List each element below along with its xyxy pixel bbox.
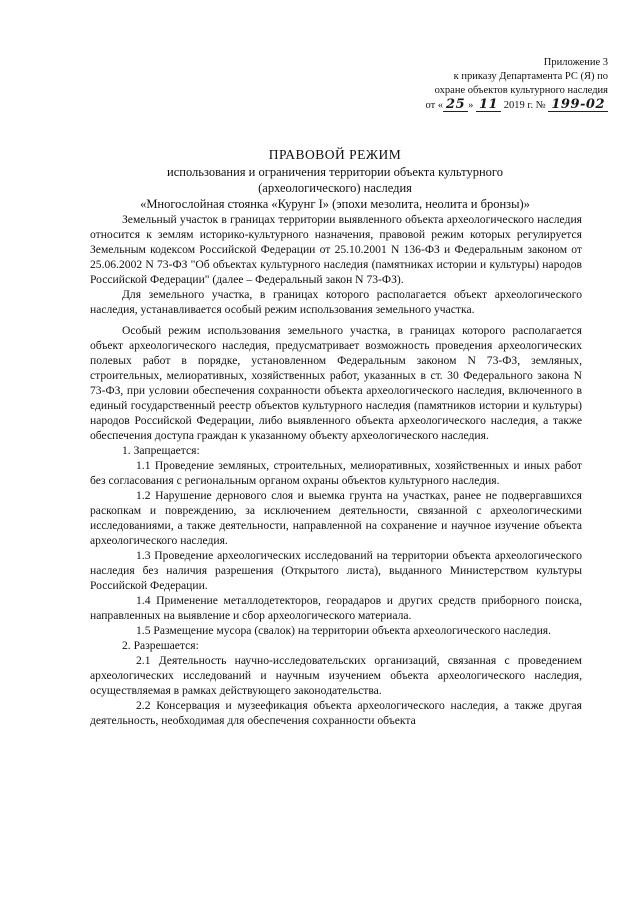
appendix-date-line <box>400 98 608 113</box>
date-month: 11 <box>476 100 501 112</box>
document-subtitle-3: «Многослойная стоянка «Курунг I» (эпохи мезолита, неолита и бронзы)» <box>140 197 530 211</box>
paragraph-special-regime: Для земельного участка, в границах которого располагается объект археологического наследия, устанавливается особый режим использования земельного участка. <box>90 288 582 316</box>
document-body <box>90 212 582 728</box>
appendix-order-line: к приказу Департамента РС (Я) по <box>453 71 608 82</box>
paragraph-land-status: Земельный участок в границах территории выявленного объекта археологического наследия относится к землям историко-культурного назначения, правовой режим которых регулируется Земельным кодексом Российской Федерации от 25.10.2001 N 136-ФЗ и Федеральным законом от 25.06.2002 N 73-ФЗ "Об объектах культурного наследия (памятниках истории и культуры) народов Российской Федерации" (далее – Федеральный закон N 73-ФЗ). <box>90 213 582 286</box>
section-allowed-heading: 2. Разрешается: <box>122 639 199 652</box>
order-number: 199-02 <box>548 100 608 112</box>
appendix-title: Приложение 3 <box>543 57 608 68</box>
document-subtitle-2: (археологического) наследия <box>258 181 412 195</box>
item-1-1: 1.1 Проведение земляных, строительных, мелиоративных, хозяйственных и иных работ без согласования с региональным органом охраны объектов культурного наследия. <box>90 459 582 487</box>
item-1-4: 1.4 Применение металлодетекторов, георадаров и других средств приборного поиска, направленных на выявление и сбор археологического материала. <box>90 594 582 622</box>
item-2-1: 2.1 Деятельность научно-исследовательских организаций, связанная с проведением археологических исследований и научным изучением объекта археологического наследия, осуществляемая в рамках действующего законодательства. <box>90 654 582 697</box>
paragraph-regime-details: Особый режим использования земельного участка, в границах которого располагается объект археологического наследия, предусматривает возможность проведения археологических полевых работ в порядке, установленном Федеральным законом N 73-ФЗ, земляных, строительных, мелиоративных, хозяйственных работ, указанных в ст. 30 Федерального закона N 73-ФЗ, при условии обеспечения сохранности объекта археологического наследия, включенного в единый государственный реестр объектов культурного наследия (памятников истории и культуры) народов Российской Федерации, либо выявленного объекта археологического наследия, а также обеспечения доступа граждан к указанному объекту археологического наследия. <box>90 324 582 442</box>
appendix-department-line: охране объектов культурного наследия <box>434 85 608 96</box>
item-1-5: 1.5 Размещение мусора (свалок) на территории объекта археологического наследия. <box>136 624 552 637</box>
date-mid: » <box>468 100 474 111</box>
appendix-header <box>400 56 608 113</box>
date-day: 25 <box>443 100 468 112</box>
title-block <box>90 146 580 212</box>
item-2-2: 2.2 Консервация и музеефикация объекта археологического наследия, а также другая деятельность, необходимая для обеспечения сохранности объекта <box>90 699 582 727</box>
date-prefix: от « <box>425 100 444 111</box>
date-year: 2019 г. № <box>503 100 546 111</box>
section-prohibited-heading: 1. Запрещается: <box>122 444 200 457</box>
item-1-2: 1.2 Нарушение дернового слоя и выемка грунта на участках, ранее не подвергавшихся раскопкам и повреждению, за исключением деятельности, связанной с археологическими исследованиями, а также деятельности, направленной на сохранение и научное изучение объекта археологического наследия. <box>90 489 582 547</box>
document-subtitle-1: использования и ограничения территории объекта культурного <box>167 165 503 179</box>
item-1-3: 1.3 Проведение археологических исследований на территории объекта археологического наследия без наличия разрешения (Открытого листа), выданного Министерством культуры Российской Федерации. <box>90 549 582 592</box>
document-title: ПРАВОВОЙ РЕЖИМ <box>268 147 402 162</box>
